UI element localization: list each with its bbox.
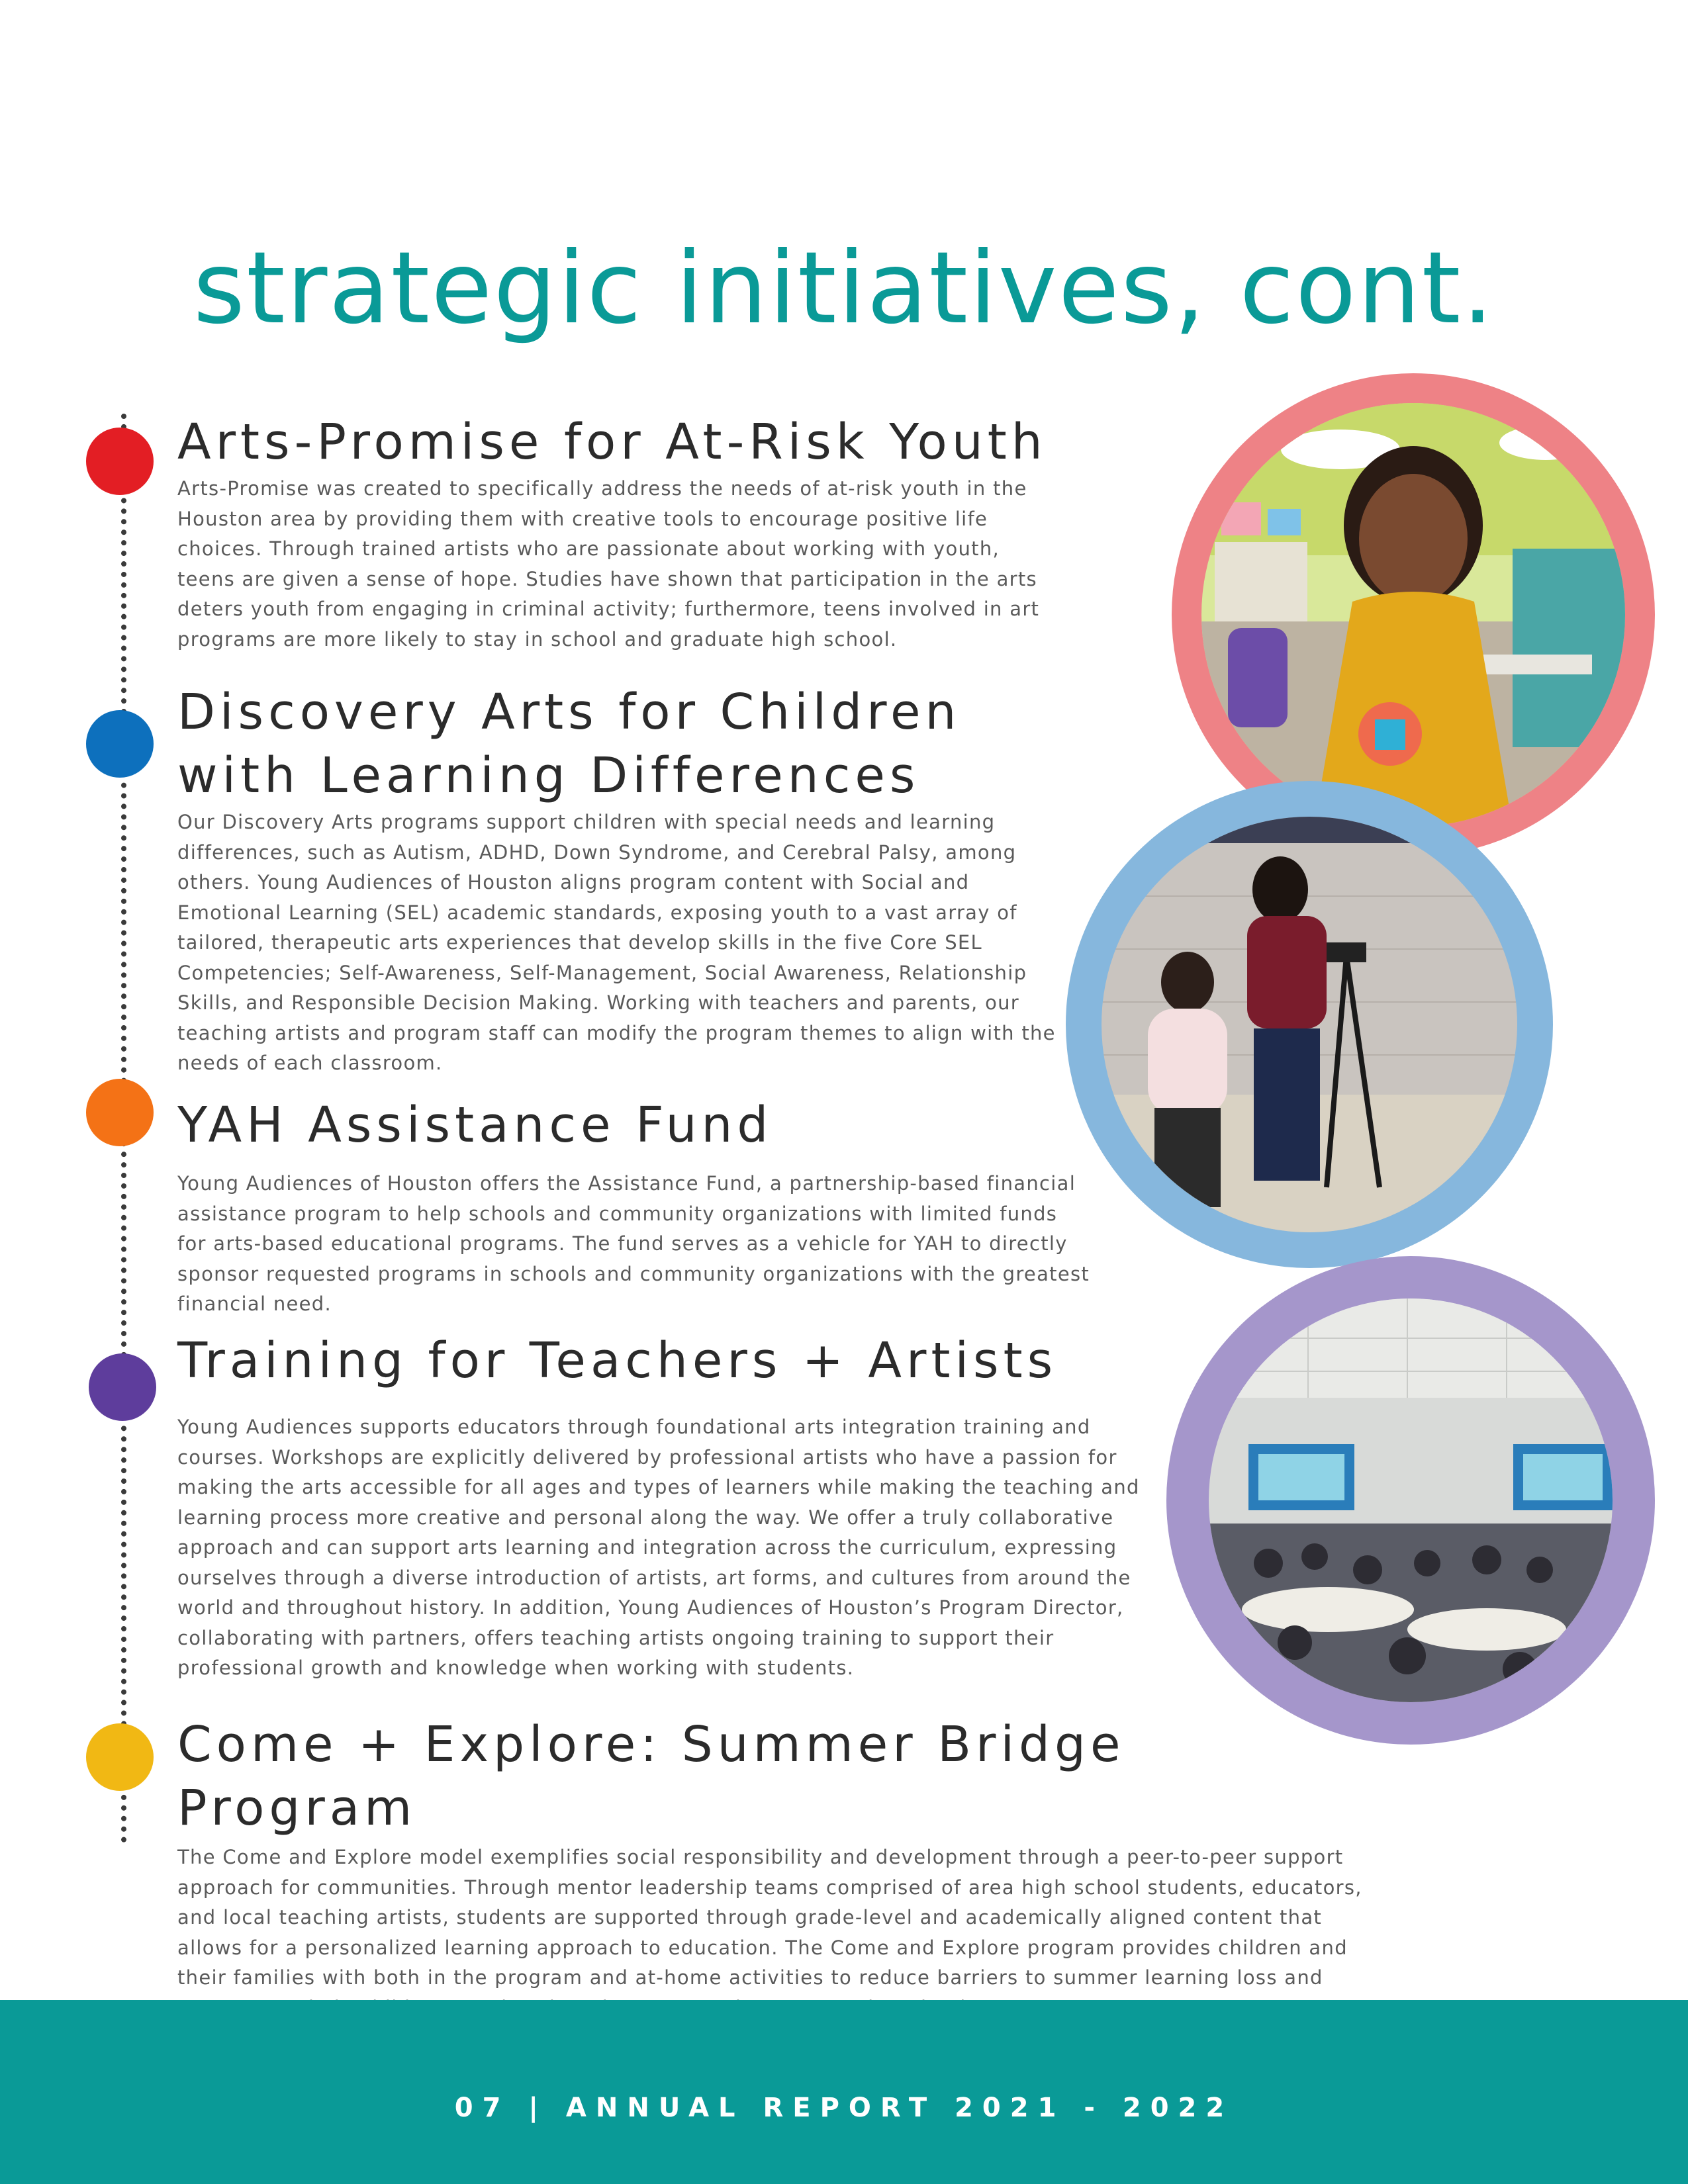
section-body: Our Discovery Arts programs support children with special needs and learning differences, such as Autism, ADHD, Down Syndrome, and Cerebral Palsy, among others. Young Audiences of Houston aligns program content with Social and Emotional Learning (SEL) academic standards, exposing youth to a vast array of tailored, therapeutic arts experiences that develop skills in the five Core SEL Competencies; Self-Awareness, Self-Management, Social Awareness, Relationship Skills, and Responsible Decision Making. Working with teachers and parents, our teaching artists and program staff can modify the program themes to align with the needs of each classroom. — [177, 811, 1056, 1074]
section-body: The Come and Explore model exemplifies social responsibility and development through a peer-to-peer support approach for communities. Through mentor leadership teams comprised of area high school students, educators, and local teaching artists, students are supported through grade-level and academically aligned content that allows for a personalized learning approach to education. The Come and Explore program provides children and their families with both in the program and at-home activities to reduce barriers to summer learning loss and — [177, 1846, 1362, 1989]
section-heading: Discovery Arts for Children with Learning Differences — [177, 684, 961, 804]
page-title: strategic initiatives, cont. — [193, 230, 1495, 346]
section-body: Arts-Promise was created to specifically address the needs of at-risk youth in the Houston area by providing them with creative tools to encourage positive life choices. Through trained artists who are passionate about working with youth, teens are given a sense of hope. Studies have shown that participation in the arts deters youth from engaging in criminal activity; furthermore, teens involved in art programs are more likely to stay in school and graduate high school. — [177, 477, 1040, 651]
footer-page-label: 07 | ANNUAL REPORT 2021 - 2022 — [454, 2093, 1234, 2123]
section-heading: Come + Explore: Summer Bridge Program — [177, 1716, 1125, 1837]
section-come-explore — [177, 1713, 1369, 2023]
classroom-child-illustration — [1201, 403, 1625, 827]
classroom-child-photo — [1201, 403, 1625, 827]
timeline-dot-orange — [86, 1079, 154, 1146]
section-heading: YAH Assistance Fund — [177, 1097, 773, 1154]
section-assistance-fund — [177, 1093, 1091, 1320]
footer-band — [0, 2000, 1688, 2184]
training-room-photo — [1209, 1298, 1613, 1702]
training-room-illustration — [1209, 1298, 1613, 1702]
section-body: Young Audiences supports educators through foundational arts integration training and courses. Workshops are explicitly delivered by professional artists who have a passion for making the arts accessible for all ages and types of learners while making the teaching and learning process more creative and personal along the way. We offer a truly collaborative approach and can support arts learning and integration across the curriculum, expressing ourselves through a diverse introduction of artists, art forms, and cultures from around the world and throughout history. In addition, Young Audiences of Houston’s Program Director, collaborating with partners, offers teaching artists ongoing training to support their professional growth and knowledge when working with students. — [177, 1416, 1140, 1679]
timeline-dot-red — [86, 428, 154, 495]
section-training — [177, 1329, 1150, 1684]
timeline-dot-blue — [86, 710, 154, 778]
video-students-illustration — [1102, 817, 1517, 1232]
video-students-photo — [1102, 817, 1517, 1232]
section-heading: Arts-Promise for At-Risk Youth — [177, 414, 1047, 471]
section-discovery-arts — [177, 680, 1072, 1079]
section-arts-promise — [177, 410, 1058, 655]
section-heading: Training for Teachers + Artists — [177, 1332, 1058, 1389]
timeline-dot-purple — [89, 1353, 156, 1421]
section-body: Young Audiences of Houston offers the Assistance Fund, a partnership-based financial assistance program to help schools and community organizations with limited funds for arts-based educational programs. The fund serves as a vehicle for YAH to directly sponsor requested programs in schools and community organizations with the greatest financial need. — [177, 1172, 1090, 1315]
timeline-dot-yellow — [86, 1723, 154, 1791]
